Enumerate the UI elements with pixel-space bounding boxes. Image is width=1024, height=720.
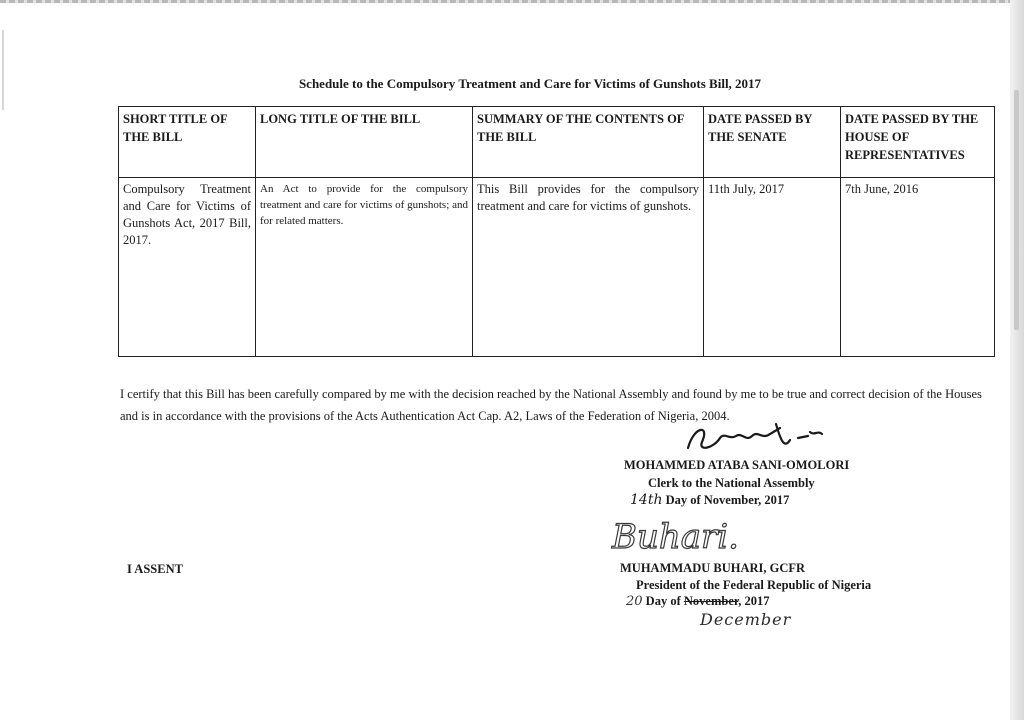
president-month-correction: December [700,610,792,629]
header-house-date: DATE PASSED BY THE HOUSE OF REPRESENTATIVES [841,107,995,178]
president-name: MUHAMMADU BUHARI, GCFR [620,561,806,575]
president-title: President of the Federal Republic of Nigeria [636,578,872,592]
president-signature [608,512,778,558]
certification-paragraph: I certify that this Bill has been carefully compared by me with the decision reached by the National Assembly and found by me to be true and correct decision of the Houses and is in accordance with the provisions of the Acts Authentication Act Cap. A2, Laws of the Federation of Nigeria, 2004. [120,387,982,423]
header-summary: SUMMARY OF THE CONTENTS OF THE BILL [473,107,704,178]
scan-right-edge [1010,0,1024,720]
scan-left-mark [2,30,4,110]
clerk-day-text: Day of November, 2017 [665,493,790,507]
schedule-title: Schedule to the Compulsory Treatment and Care for Victims of Gunshots Bill, 2017 [298,76,762,91]
header-senate-date: DATE PASSED BY THE SENATE [704,107,841,178]
president-signature-text: Buhari. [612,517,739,557]
table-row [119,178,995,357]
schedule-table [118,106,995,357]
cell-house-date: 7th June, 2016 [841,178,995,357]
header-long-title: LONG TITLE OF THE BILL [256,107,473,178]
cell-long-title: An Act to provide for the compulsory treatment and care for victims of gunshots; and for related matters. [256,178,473,357]
cell-summary: This Bill provides for the compulsory treatment and care for victims of gunshots. [473,178,704,357]
president-date [626,594,770,609]
assent-label: I ASSENT [127,562,183,576]
clerk-day-handwritten: 14th [630,492,663,508]
clerk-title: Clerk to the National Assembly [648,476,815,490]
president-day-prefix: Day of [645,594,684,608]
cell-senate-date: 11th July, 2017 [704,178,841,357]
president-day-suffix: , 2017 [738,594,770,608]
president-day-month-struck: November [683,594,739,608]
president-day-handwritten: 20 [626,594,643,609]
clerk-name: MOHAMMED ATABA SANI-OMOLORI [624,458,850,472]
table-header-row [119,107,995,178]
header-short-title: SHORT TITLE OF THE BILL [119,107,256,178]
cell-short-title: Compulsory Treatment and Care for Victims of Gunshots Act, 2017 Bill, 2017. [119,178,256,357]
clerk-date [630,492,789,508]
clerk-signature [680,418,860,458]
scan-top-edge [0,0,1024,3]
